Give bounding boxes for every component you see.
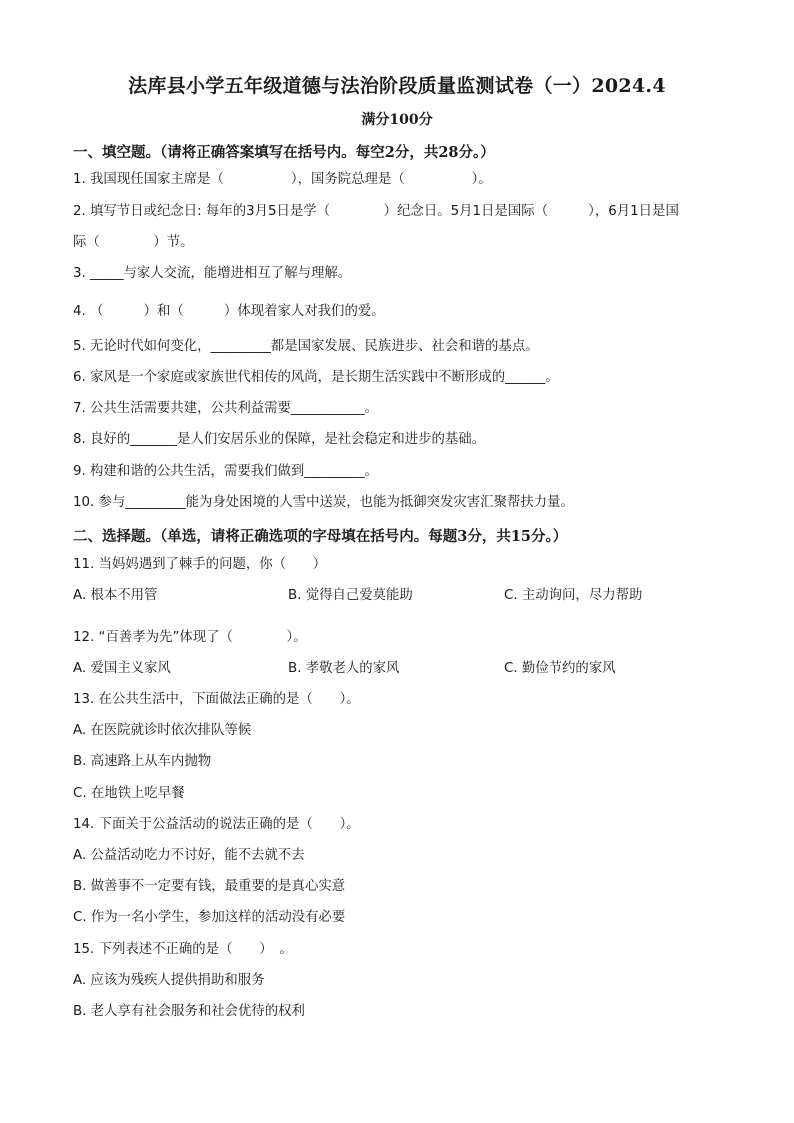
question-9: 9. 构建和谐的公共生活，需要我们做到_________。 — [73, 464, 378, 479]
question-2-line-1: 2. 填写节日或纪念日: 每年的3月5日是学（ ）纪念日。5月1日是国际（ ），6月1日是国 — [73, 204, 679, 219]
full-score: 满分100分 — [361, 112, 433, 128]
question-12: 12. “百善孝为先”体现了（ ）。 — [73, 630, 307, 645]
q11-option-b: B. 觉得自己爱莫能助 — [288, 588, 413, 603]
section-fill-blank-heading: 一、填空题。（请将正确答案填写在括号内。每空2分，共28分。） — [73, 144, 495, 161]
q13-option-a: A. 在医院就诊时依次排队等候 — [73, 723, 252, 738]
question-5: 5. 无论时代如何变化，_________都是国家发展、民族进步、社会和谐的基点。 — [73, 339, 539, 354]
q11-option-a: A. 根本不用管 — [73, 588, 158, 603]
question-10: 10. 参与_________能为身处困境的人雪中送炭，也能为抵御突发灾害汇聚帮扶力量。 — [73, 495, 574, 510]
question-13: 13. 在公共生活中，下面做法正确的是（ ）。 — [73, 692, 360, 707]
question-11: 11. 当妈妈遇到了棘手的问题，你（ ） — [73, 557, 327, 572]
section-choice-heading: 二、选择题。（单选，请将正确选项的字母填在括号内。每题3分，共15分。） — [73, 528, 568, 545]
question-3: 3. _____与家人交流，能增进相互了解与理解。 — [73, 266, 352, 281]
question-14: 14. 下面关于公益活动的说法正确的是（ ）。 — [73, 817, 360, 832]
q13-option-b: B. 高速路上从车内抛物 — [73, 754, 212, 769]
question-1: 1. 我国现任国家主席是（ ），国务院总理是（ ）。 — [73, 172, 492, 187]
question-8: 8. 良好的_______是人们安居乐业的保障，是社会稳定和进步的基础。 — [73, 432, 486, 447]
question-6: 6. 家风是一个家庭或家族世代相传的风尚，是长期生活实践中不断形成的______。 — [73, 370, 559, 385]
q11-option-c: C. 主动询问，尽力帮助 — [504, 588, 643, 603]
q15-option-a: A. 应该为残疾人提供捐助和服务 — [73, 973, 265, 988]
q12-option-c: C. 勤俭节约的家风 — [504, 661, 616, 676]
q15-option-b: B. 老人享有社会服务和社会优待的权利 — [73, 1004, 305, 1019]
q14-option-c: C. 作为一名小学生，参加这样的活动没有必要 — [73, 910, 346, 925]
question-2-line-2: 际（ ）节。 — [73, 235, 194, 250]
q12-option-b: B. 孝敬老人的家风 — [288, 661, 400, 676]
q13-option-c: C. 在地铁上吃早餐 — [73, 786, 185, 801]
question-15: 15. 下列表述不正确的是（ ） 。 — [73, 942, 293, 957]
question-4: 4. （ ）和（ ）体现着家人对我们的爱。 — [73, 304, 385, 319]
q14-option-a: A. 公益活动吃力不讨好，能不去就不去 — [73, 848, 305, 863]
question-7: 7. 公共生活需要共建，公共利益需要___________。 — [73, 401, 378, 416]
q14-option-b: B. 做善事不一定要有钱，最重要的是真心实意 — [73, 879, 346, 894]
exam-title: 法库县小学五年级道德与法治阶段质量监测试卷（一）2024.4 — [128, 75, 666, 97]
q12-option-a: A. 爱国主义家风 — [73, 661, 171, 676]
